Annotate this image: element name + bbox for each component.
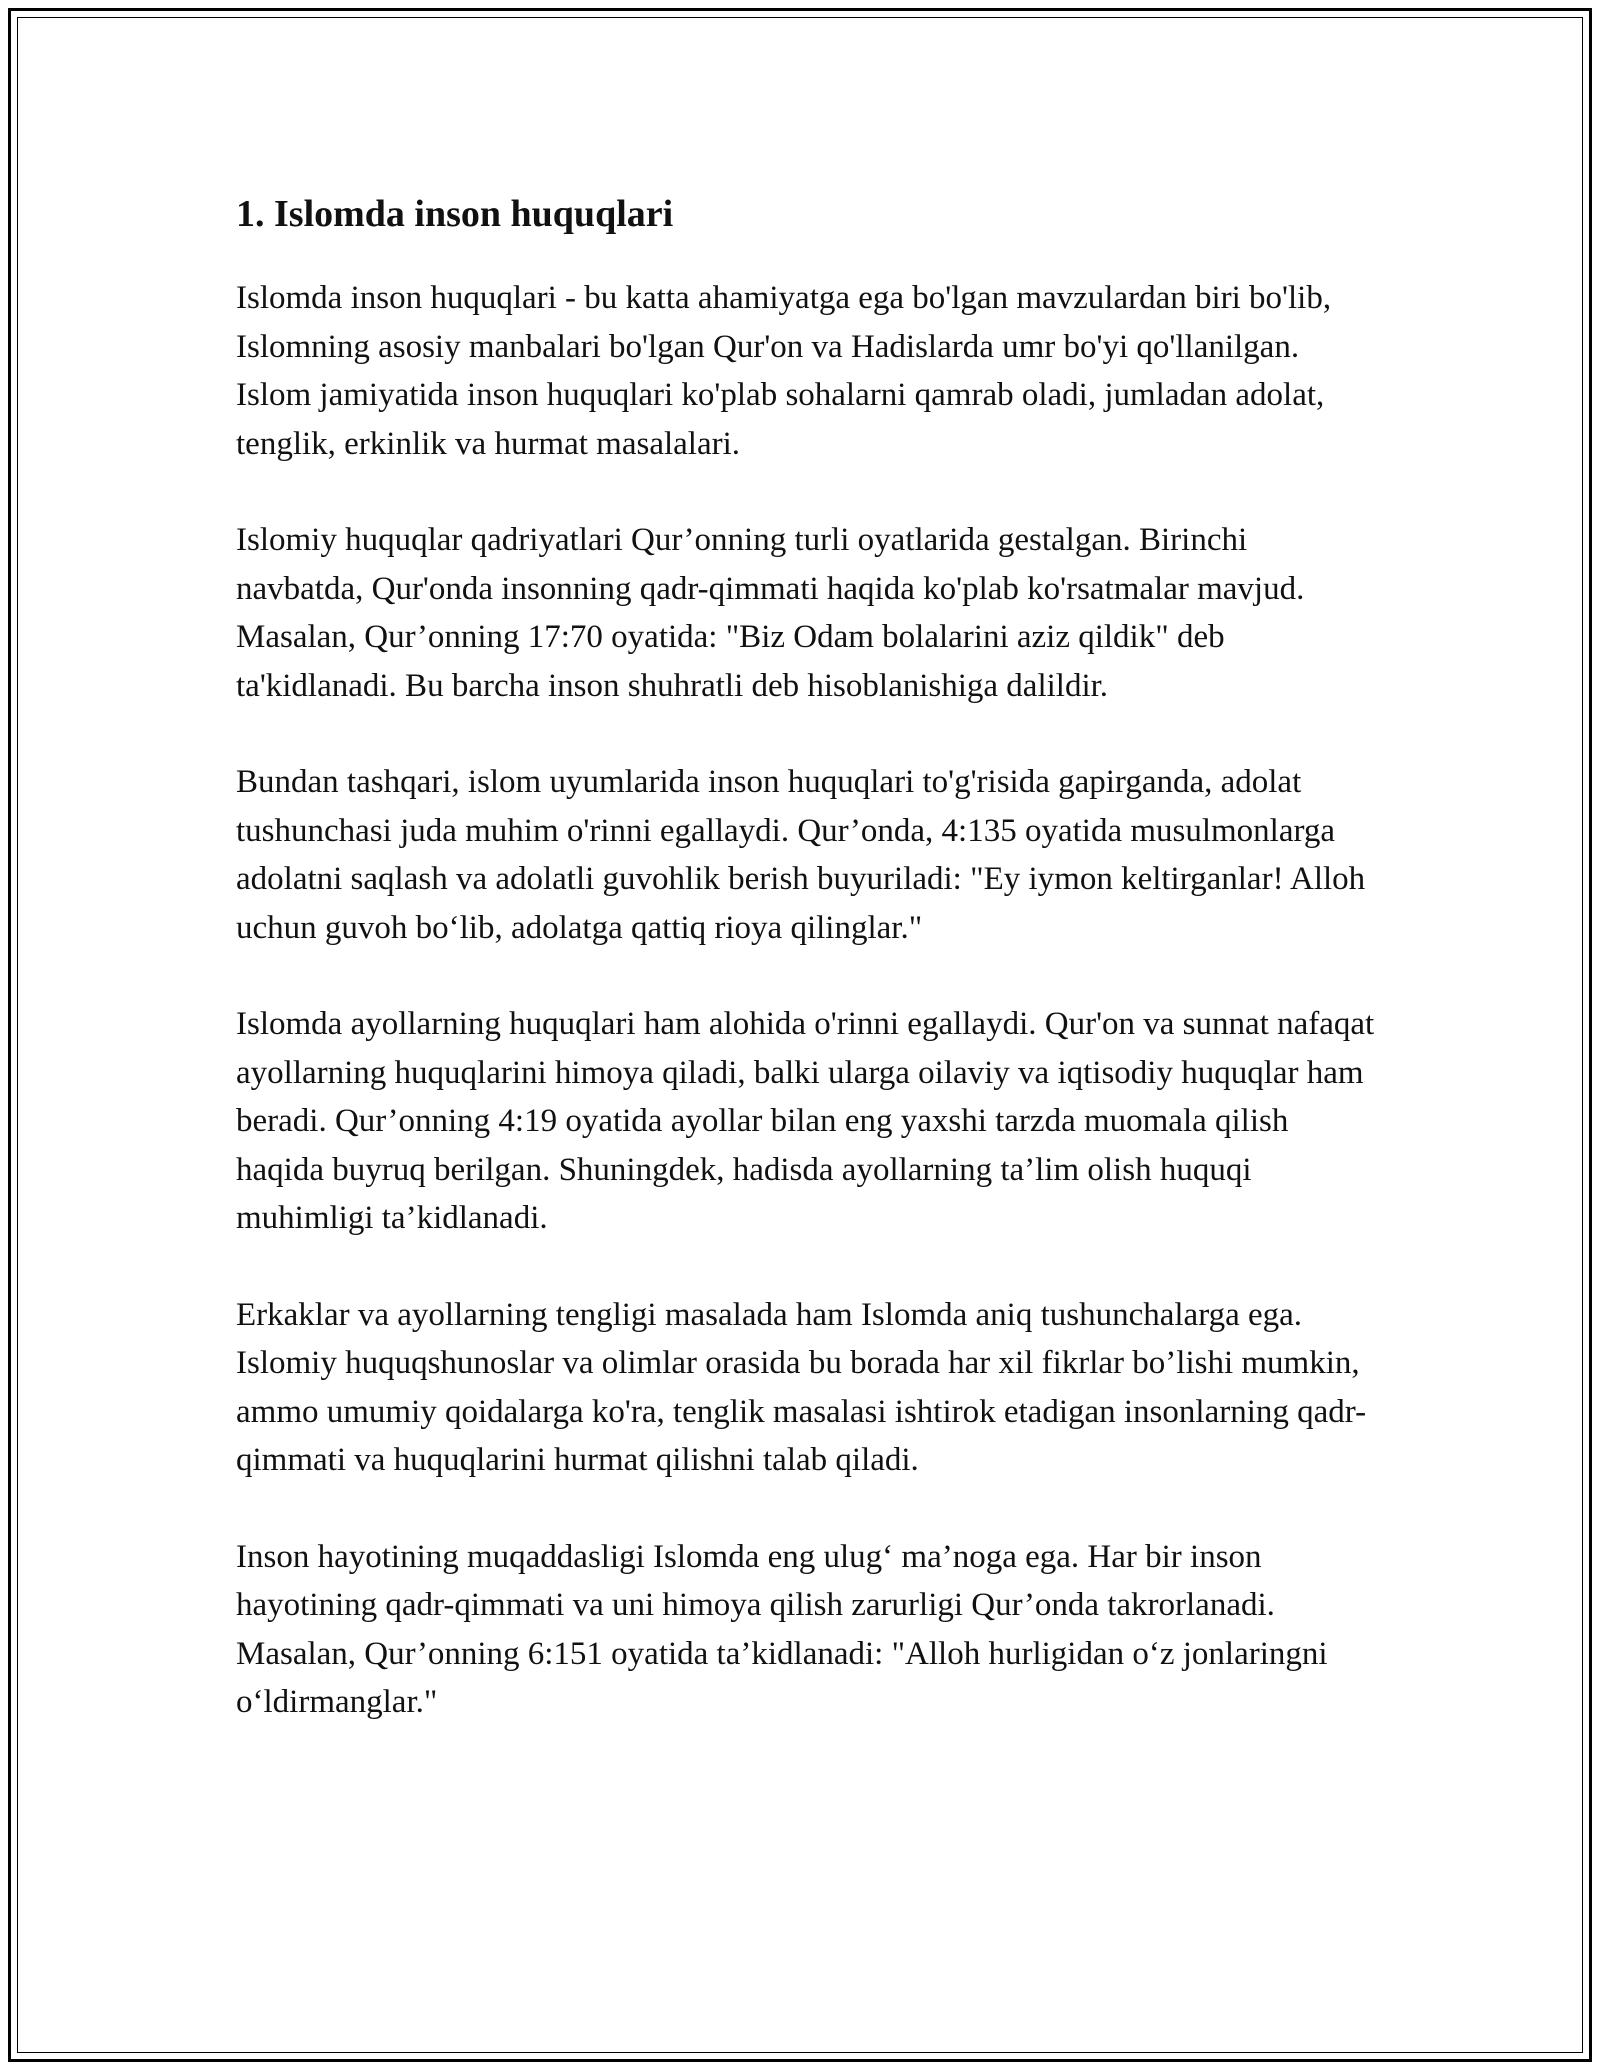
section-heading: 1. Islomda inson huquqlari	[236, 193, 674, 235]
paragraph-intro: Islomda inson huquqlari - bu katta ahamiyatga ega bo'lgan mavzulardan biri bo'lib, Islomning asosiy manbalari bo'lgan Qur'on va Hadislarda umr bo'yi qo'llanilgan. Islom jamiyatida inson huquqlari ko'plab sohalarni qamrab oladi, jumladan adolat, tenglik, erkinlik va hurmat masalalari.	[236, 280, 1332, 462]
document-body	[236, 186, 1376, 1727]
paragraph-sanctity-of-life: Inson hayotining muqaddasligi Islomda eng ulug‘ ma’noga ega. Har bir inson hayotining qadr-qimmati va uni himoya qilish zarurligi Qur’onda takrorlanadi. Masalan, Qur’onning 6:151 oyatida ta’kidlanadi: "Alloh hurligidan o‘z jonlaringni o‘ldirmanglar."	[236, 1538, 1328, 1720]
paragraph-women-rights: Islomda ayollarning huquqlari ham alohida o'rinni egallaydi. Qur'on va sunnat nafaqat ayollarning huquqlarini himoya qiladi, balki ularga oilaviy va iqtisodiy huquqlar ham beradi. Qur’onning 4:19 oyatida ayollar bilan eng yaxshi tarzda muomala qilish haqida buyruq berilgan. Shuningdek, hadisda ayollarning ta’lim olish huquqi muhimligi ta’kidlanadi.	[236, 1006, 1375, 1236]
paragraph-justice: Bundan tashqari, islom uyumlarida inson huquqlari to'g'risida gapirganda, adolat tushunchasi juda muhim o'rinni egallaydi. Qur’onda, 4:135 oyatida musulmonlarga adolatni saqlash va adolatli guvohlik berish buyuriladi: "Ey iymon keltirganlar! Alloh uchun guvoh bo‘lib, adolatga qattiq rioya qilinglar."	[236, 764, 1366, 946]
paragraph-equality: Erkaklar va ayollarning tengligi masalada ham Islomda aniq tushunchalarga ega. Islomiy huquqshunoslar va olimlar orasida bu borada har xil fikrlar bo’lishi mumkin, ammo umumiy qoidalarga ko'ra, tenglik masalasi ishtirok etadigan insonlarning qadr-qimmati va huquqlarini hurmat qilishni talab qiladi.	[236, 1296, 1367, 1478]
paragraph-dignity: Islomiy huquqlar qadriyatlari Qur’onning turli oyatlarida gestalgan. Birinchi navbatda, Qur'onda insonning qadr-qimmati haqida ko'plab ko'rsatmalar mavjud. Masalan, Qur’onning 17:70 oyatida: "Biz Odam bolalarini aziz qildik" deb ta'kidlanadi. Bu barcha inson shuhratli deb hisoblanishiga dalildir.	[236, 522, 1305, 704]
